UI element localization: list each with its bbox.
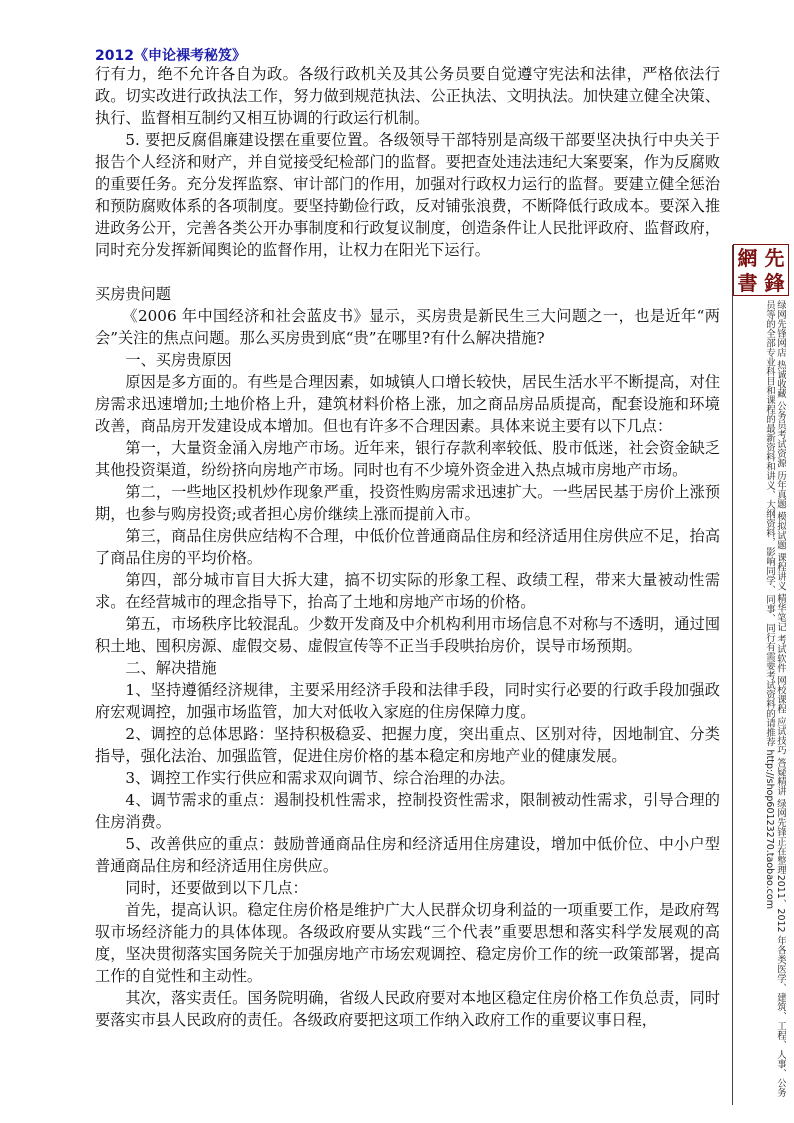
paragraph: 第五，市场秩序比较混乱。少数开发商及中介机构利用市场信息不对称与不透明，通过囤积土地、囤积房源、虚假交易、虚假宣传等不正当手段哄抬房价，误导市场预期。 xyxy=(95,615,720,655)
paragraph: 3、调控工作实行供应和需求双向调节、综合治理的办法。 xyxy=(125,769,515,787)
logo-char: 先 xyxy=(764,245,785,270)
shop-logo xyxy=(733,244,789,296)
sidebar-vertical-ad-text: 绿网先锋网店 热诚收藏 公务员考试资源 历年真题 模拟试题 课程讲义 精华笔记 考试软件 网校课程 应试技巧 答疑精讲 绿网先锋正在整理2011、2012 年各类医学、建筑、工程、人事、公务员等的全部专业科目和课程的最新资料和讲义、大纲资料，影响同学、同事、同行有需要考试资料的请推荐 http://shop60123270.taobao.com xyxy=(764,300,786,1098)
paragraph: 5、改善供应的重点：鼓励普通商品住房和经济适用住房建设，增加中低价位、中小户型普通商品住房和经济适用住房供应。 xyxy=(95,835,720,875)
document-body xyxy=(95,63,720,1031)
subsection-heading: 一、买房贵原因 xyxy=(125,351,232,369)
paragraph: 4、调节需求的重点：遏制投机性需求，控制投资性需求，限制被动性需求，引导合理的住房消费。 xyxy=(95,791,720,831)
paragraph: 1、坚持遵循经济规律，主要采用经济手段和法律手段，同时实行必要的行政手段加强政府宏观调控，加强市场监管，加大对低收入家庭的住房保障力度。 xyxy=(95,681,720,721)
paragraph: 原因是多方面的。有些是合理因素，如城镇人口增长较快，居民生活水平不断提高，对住房需求迅速增加;土地价格上升，建筑材料价格上涨，加之商品房品质提高，配套设施和环境改善，商品房开发建设成本增加。但也有许多不合理因素。具体来说主要有以下几点： xyxy=(95,373,720,435)
paragraph: 行有力，绝不允许各自为政。各级行政机关及其公务员要自觉遵守宪法和法律，严格依法行政。切实改进行政执法工作，努力做到规范执法、公正执法、文明执法。加快建立健全决策、执行、监督相互制约又相互协调的行政运行机制。 xyxy=(95,65,720,127)
paragraph: 第三，商品住房供应结构不合理，中低价位普通商品住房和经济适用住房供应不足，抬高了商品住房的平均价格。 xyxy=(95,527,720,567)
section-heading: 买房贵问题 xyxy=(95,285,171,303)
paragraph-spacer xyxy=(95,261,720,283)
paragraph: 同时，还要做到以下几点： xyxy=(125,879,308,897)
paragraph: 《2006 年中国经济和社会蓝皮书》显示，买房贵是新民生三大问题之一，也是近年“两会”关注的焦点问题。那么买房贵到底“贵”在哪里?有什么解决措施? xyxy=(95,307,720,347)
paragraph: 首先，提高认识。稳定住房价格是维护广大人民群众切身利益的一项重要工作，是政府驾驭市场经济能力的具体体现。各级政府要从实践“三个代表”重要思想和落实科学发展观的高度，坚决贯彻落实国务院关于加强房地产市场宏观调控、稳定房价工作的统一政策部署，提高工作的自觉性和主动性。 xyxy=(95,901,720,985)
logo-char: 網 xyxy=(737,245,758,270)
paragraph: 2、调控的总体思路：坚持积极稳妥、把握力度，突出重点、区别对待，因地制宜、分类指导，强化法治、加强监管，促进住房价格的基本稳定和房地产业的健康发展。 xyxy=(95,725,720,765)
paragraph: 5. 要把反腐倡廉建设摆在重要位置。各级领导干部特别是高级干部要坚决执行中央关于报告个人经济和财产，并自觉接受纪检部门的监督。要把查处违法违纪大案要案，作为反腐败的重要任务。充分发挥监察、审计部门的作用，加强对行政权力运行的监督。要建立健全惩治和预防腐败体系的各项制度。要坚持勤俭行政，反对铺张浪费，不断降低行政成本。要深入推进政务公开，完善各类公开办事制度和行政复议制度，创造条件让人民批评政府、监督政府，同时充分发挥新闻舆论的监督作用，让权力在阳光下运行。 xyxy=(95,131,720,259)
logo-char: 鋒 xyxy=(764,270,785,295)
logo-char: 書 xyxy=(737,270,758,295)
paragraph: 第四，部分城市盲目大拆大建，搞不切实际的形象工程、政绩工程，带来大量被动性需求。在经营城市的理念指导下，抬高了土地和房地产市场的价格。 xyxy=(95,571,720,611)
paragraph: 其次，落实责任。国务院明确，省级人民政府要对本地区稳定住房价格工作负总责，同时要落实市县人民政府的责任。各级政府要把这项工作纳入政府工作的重要议事日程， xyxy=(95,989,720,1029)
paragraph: 第二，一些地区投机炒作现象严重，投资性购房需求迅速扩大。一些居民基于房价上涨预期，也参与购房投资;或者担心房价继续上涨而提前入市。 xyxy=(95,483,720,523)
document-header-title: 2012《申论裸考秘笈》 xyxy=(95,48,246,64)
paragraph: 第一，大量资金涌入房地产市场。近年来，银行存款利率较低、股市低迷，社会资金缺乏其他投资渠道，纷纷挤向房地产市场。同时也有不少境外资金进入热点城市房地产市场。 xyxy=(95,439,720,479)
subsection-heading: 二、解决措施 xyxy=(125,659,217,677)
